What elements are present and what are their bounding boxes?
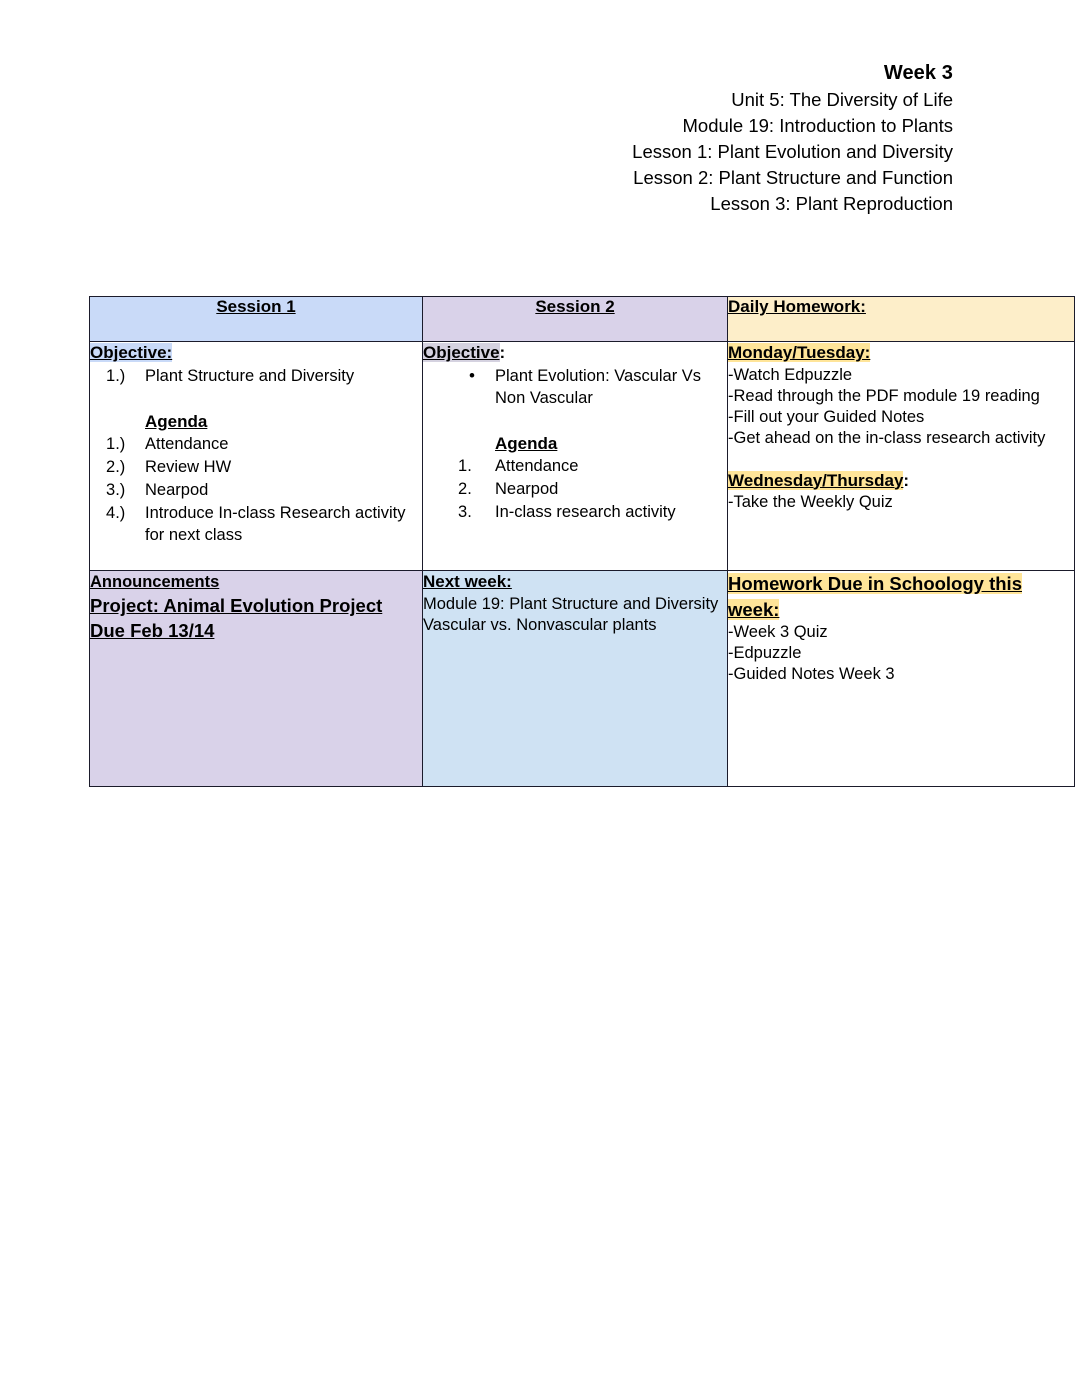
- session-1-agenda-heading: Agenda: [145, 411, 208, 431]
- next-week-heading-wrap: [423, 571, 727, 594]
- spacer: [728, 449, 1074, 470]
- cell-session-1-content: [90, 342, 423, 571]
- homework-wednesday-thursday-heading-wrap: [728, 470, 1074, 493]
- list-item: • Plant Evolution: Vascular Vs Non Vascular: [495, 365, 727, 409]
- session-1-agenda-list: [90, 433, 422, 546]
- homework-wednesday-thursday-heading-suffix: :: [903, 470, 910, 490]
- homework-due-item: -Edpuzzle: [728, 644, 802, 662]
- header-line-lesson-2: Lesson 2: Plant Structure and Function: [633, 167, 953, 188]
- homework-item: -Watch Edpuzzle: [728, 365, 853, 384]
- header-line-lesson-3: Lesson 3: Plant Reproduction: [710, 193, 953, 214]
- list-item: Nearpod: [145, 481, 209, 499]
- list-item: Nearpod: [495, 480, 559, 498]
- next-week-line: Module 19: Plant Structure and Diversity: [423, 594, 719, 613]
- page-title: Week 3: [883, 62, 953, 84]
- cell-session-2-content: [423, 342, 728, 571]
- cell-next-week: [423, 571, 728, 787]
- homework-item: -Get ahead on the in-class research activity: [728, 428, 1046, 447]
- table-header-row: [90, 297, 1075, 342]
- header-line-lesson-1: Lesson 1: Plant Evolution and Diversity: [632, 141, 953, 162]
- column-header-session-1: [90, 297, 423, 342]
- list-item: Introduce In-class Research activity for next class: [145, 504, 406, 544]
- cell-daily-homework-content: [728, 342, 1075, 571]
- column-header-session-1-label: Session 1: [216, 297, 296, 316]
- session-2-objective-heading-suffix: :: [499, 343, 506, 362]
- homework-item: -Read through the PDF module 19 reading: [728, 386, 1040, 405]
- header-line-module: Module 19: Introduction to Plants: [682, 115, 953, 136]
- homework-due-item: -Guided Notes Week 3: [728, 665, 895, 683]
- list-item: Review HW: [145, 458, 232, 476]
- session-1-objective-heading: Objective:: [90, 343, 173, 362]
- session-2-agenda-list: [423, 455, 727, 523]
- list-item: Attendance: [145, 435, 229, 453]
- homework-due-item: -Week 3 Quiz: [728, 623, 828, 641]
- announcements-heading: Announcements: [90, 573, 220, 591]
- next-week-line: Vascular vs. Nonvascular plants: [423, 615, 657, 634]
- table-row: [90, 571, 1075, 787]
- session-1-objective-list: [90, 365, 422, 387]
- cell-homework-due: [728, 571, 1075, 787]
- next-week-heading: Next week:: [423, 572, 512, 591]
- header-line-unit: Unit 5: The Diversity of Life: [731, 89, 953, 110]
- homework-monday-tuesday-heading-wrap: [728, 342, 1074, 365]
- list-item: Plant Structure and Diversity: [145, 366, 355, 385]
- homework-due-heading: Homework Due in Schoology this week:: [728, 573, 1022, 620]
- homework-item: -Take the Weekly Quiz: [728, 493, 893, 511]
- list-item: In-class research activity: [495, 503, 676, 521]
- table-row: [90, 342, 1075, 571]
- column-header-session-2-label: Session 2: [535, 297, 615, 316]
- homework-wednesday-thursday-heading: Wednesday/Thursday: [728, 470, 904, 490]
- document-header: [0, 60, 953, 217]
- weekly-schedule-table: [89, 296, 1075, 787]
- cell-announcements: [90, 571, 423, 787]
- column-header-daily-homework: [728, 297, 1075, 342]
- session-2-objective-list: [423, 365, 727, 409]
- homework-monday-tuesday-heading: Monday/Tuesday:: [728, 343, 871, 362]
- session-2-objective-heading-wrap: [423, 342, 727, 365]
- session-2-objective-heading: Objective: [423, 343, 500, 362]
- column-header-daily-homework-label: Daily Homework:: [728, 297, 866, 316]
- announcements-due-line: Due Feb 13/14: [90, 620, 215, 641]
- announcements-project-line: Project: Animal Evolution Project: [90, 595, 383, 616]
- list-item: Attendance: [495, 457, 579, 475]
- session-2-agenda-heading: Agenda: [495, 433, 558, 453]
- session-1-objective-heading-wrap: [90, 342, 422, 365]
- homework-item: -Fill out your Guided Notes: [728, 407, 925, 426]
- homework-due-heading-wrap: [728, 571, 1074, 622]
- column-header-session-2: [423, 297, 728, 342]
